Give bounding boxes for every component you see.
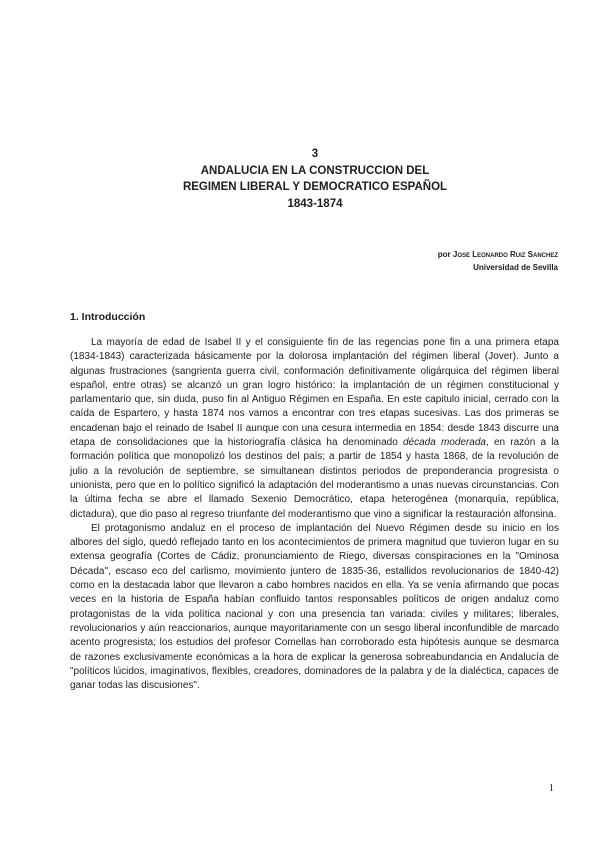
chapter-title-block [70,146,560,212]
paragraph-1 [70,336,559,522]
author-line [438,248,558,261]
paragraph-1-italic-term: década moderada [402,437,486,449]
author-affiliation: Universidad de Sevilla [473,263,558,272]
paragraph-1-text-b: , en razón a la formación política que monopolizó los destinos del país; a partir de 1854 y hasta 1868, de la revolución de julio a la revolución de septiembre, se simultanean distintos periodos de preponderancia progresista o unionista, pero que en lo político significó la adaptación del moderantismo a unas nuevas circunstancias. Con la última fecha se abre el llamado Sexenio Democrático, etapa heterogénea (monarquía, república, dictadura), que dio paso al regreso triunfante del moderantismo que vino a significar la restauración alfonsina. [70,437,559,520]
byline [438,248,558,274]
chapter-title-line-2: REGIMEN LIBERAL Y DEMOCRATICO ESPAÑOL [182,181,448,193]
chapter-title-line-1: ANDALUCIA EN LA CONSTRUCCION DEL [200,164,430,177]
author-prefix: por [437,250,451,259]
body-text [70,336,559,693]
chapter-number: 3 [311,148,319,160]
author-name: Jose Leonardo Ruiz Sanchez [452,250,558,259]
chapter-years: 1843-1874 [287,197,343,210]
section-heading: 1. Introducción [70,311,146,323]
paragraph-2: El protagonismo andaluz en el proceso de implantación del Nuevo Régimen desde su inicio en los albores del siglo, quedó reflejado tanto en los acontecimientos de primera magnitud que tuvieron lugar en su extensa geografía (Cortes de Cádiz, pronunciamiento de Riego, diversas conspiraciones en la "Ominosa Década", escaso eco del carlismo, movimiento juntero de 1835-36, estallidos revolucionarios de 1840-42) como en la destacada labor que llevaron a cabo hombres nacidos en ella. Ya se venía afirmando que pocas veces en la historia de España habían confluido tantos responsables políticos de origen andaluz como protagonistas de la vida política nacional y con una presencia tan variada: civiles y militares; liberales, revolucionarios y aún reaccionarios, aunque mayoritariamente con un sesgo liberal inconfundible de marcado acento progresista; los estudios del profesor Comellas han corroborado esta hipótesis aunque se desmarca de razones exclusivamente económicas a la hora de explicar la generosa sobreabundancia en Andalucía de "políticos lúcidos, imaginativos, flexibles, creadores, dominadores de la palabra y de la dialéctica, capaces de ganar todas las discusiones". [70,522,559,692]
paragraph-1-text-a: La mayoría de edad de Isabel II y el consiguiente fin de las regencias pone fin a una primera etapa (1834-1843) caracterizada básicamente por la dolorosa implantación del régimen liberal (Jover). Junto a algunas frustraciones (sangrienta guerra civil, conformación definitivamente oligárquica del régimen liberal español, entre otras) se alcanzó un gran logro histórico: la implantación de un régimen constitucional y parlamentario que, sin duda, puso fin al Antiguo Régimen en España. En este capitulo inicial, cerrado con la caída de Espartero, y hasta 1874 nos vamos a encontrar con tres etapas sucesivas. Las dos primeras se encadenan bajo el reinado de Isabel II aunque con una cesura intermedia en 1854: desde 1843 discurre una etapa de consolidaciones que la historiografía clásica ha denominado [70,337,559,449]
page-number: 1 [548,783,554,794]
